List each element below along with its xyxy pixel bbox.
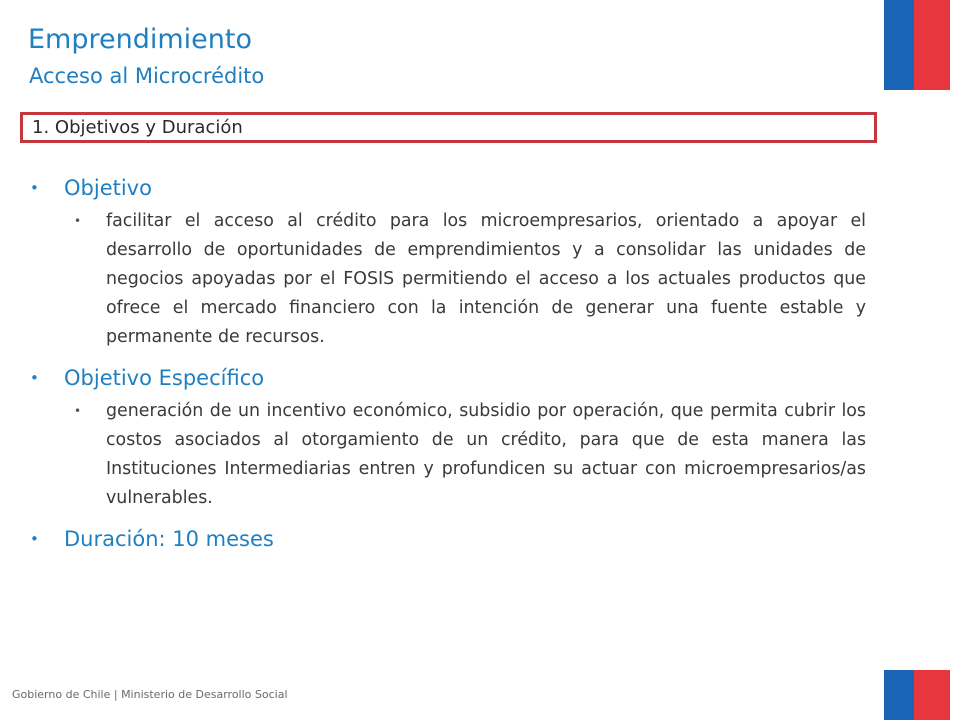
bullet-heading: Objetivo Específico (64, 366, 265, 390)
slide-subtitle: Acceso al Microcrédito (29, 64, 265, 88)
flag-blue-band (884, 670, 914, 720)
bullet-dot-icon: • (30, 530, 39, 548)
flag-red-band (914, 670, 950, 720)
chile-flag-logo-bottom (884, 670, 950, 720)
slide-content (30, 172, 868, 555)
section-label: 1. Objetivos y Duración (32, 117, 243, 138)
sub-bullet-text: generación de un incentivo económico, subsidio por operación, que permita cubrir los costos asociados al otorgamiento de un crédito, para que de esta manera las Instituciones Intermediarias entren y profundicen su actuar con microempresarios/as vulnerables. (106, 401, 866, 508)
slide-title: Emprendimiento (28, 24, 253, 55)
bullet-objetivo-especifico (30, 362, 868, 394)
bullet-heading: Duración: 10 meses (64, 527, 274, 551)
section-header-box (20, 112, 877, 143)
bullet-dot-icon: • (74, 404, 82, 418)
bullet-duracion (30, 523, 868, 555)
chile-flag-logo-top (884, 0, 950, 90)
sub-bullet-objetivo-especifico (74, 397, 866, 513)
flag-blue-band (884, 0, 914, 90)
bullet-objetivo (30, 172, 868, 204)
bullet-dot-icon: • (30, 369, 39, 387)
bullet-dot-icon: • (74, 214, 82, 228)
footer-credit: Gobierno de Chile | Ministerio de Desarrollo Social (12, 688, 288, 701)
sub-bullet-objetivo (74, 207, 866, 352)
bullet-heading: Objetivo (64, 176, 152, 200)
flag-red-band (914, 0, 950, 90)
bullet-dot-icon: • (30, 179, 39, 197)
sub-bullet-text: facilitar el acceso al crédito para los microempresarios, orientado a apoyar el desarrollo de oportunidades de emprendimientos y a consolidar las unidades de negocios apoyadas por el FOSIS permitiendo el acceso a los actuales productos que ofrece el mercado financiero con la intención de generar una fuente estable y permanente de recursos. (106, 211, 866, 347)
